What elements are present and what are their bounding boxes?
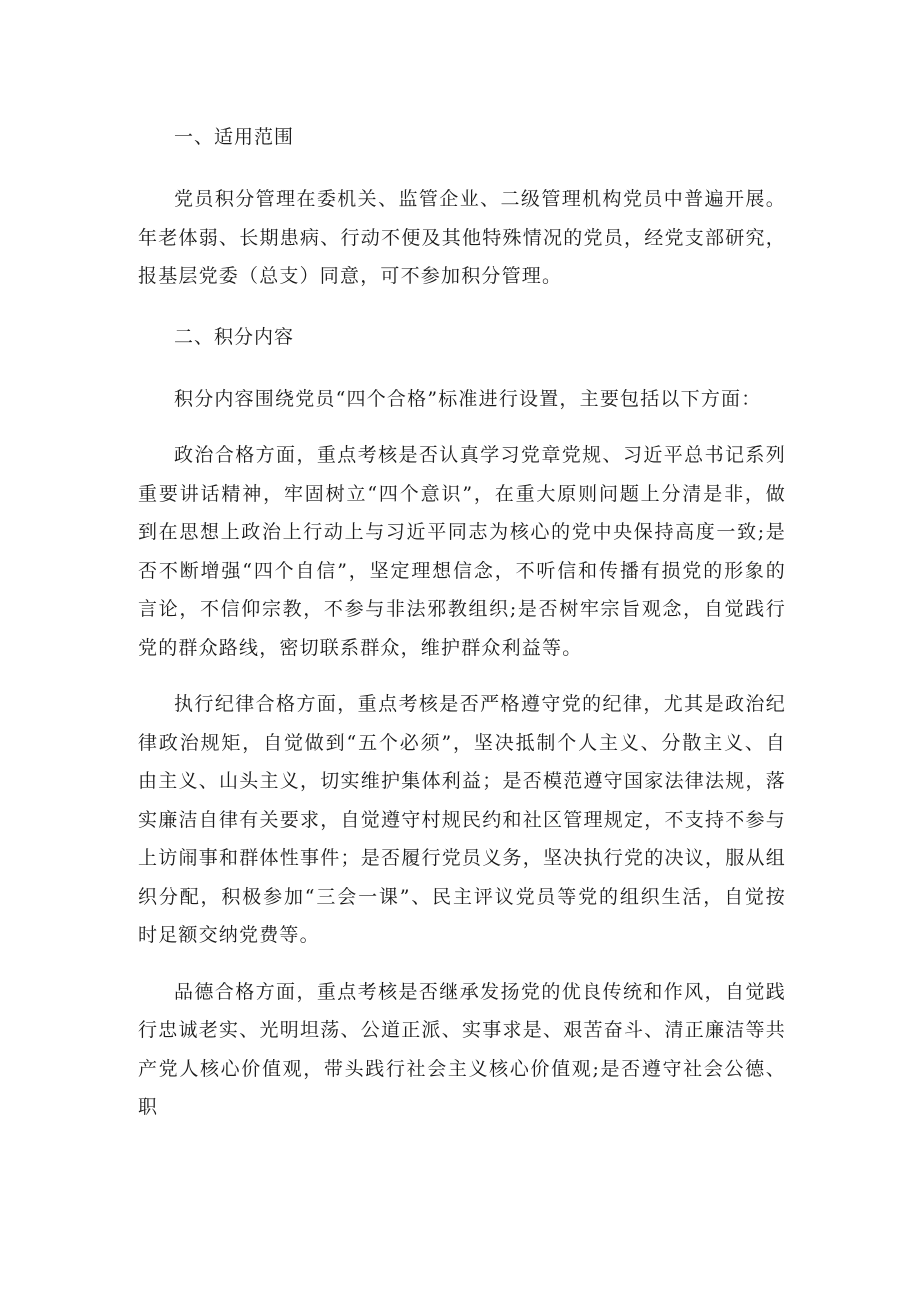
paragraph-morality-qualified: 品德合格方面，重点考核是否继承发扬党的优良传统和作风，自觉践行忠诚老实、光明坦荡、公道正派、实事求是、艰苦奋斗、清正廉洁等共产党人核心价值观，带头践行社会主义核心价值观;是否遵守社会公德、职 <box>138 980 786 1118</box>
document-body <box>138 118 786 1145</box>
paragraph-discipline-qualified: 执行纪律合格方面，重点考核是否严格遵守党的纪律，尤其是政治纪律政治规矩，自觉做到“五个必须”，坚决抵制个人主义、分散主义、自由主义、山头主义，切实维护集体利益；是否模范遵守国家法律法规，落实廉洁自律有关要求，自觉遵守村规民约和社区管理规定，不支持不参与上访闹事和群体性事件；是否履行党员义务，坚决执行党的决议，服从组织分配，积极参加“三会一课”、民主评议党员等党的组织生活，自觉按时足额交纳党费等。 <box>138 693 786 946</box>
paragraph-scope: 党员积分管理在委机关、监管企业、二级管理机构党员中普遍开展。年老体弱、长期患病、行动不便及其他特殊情况的党员，经党支部研究，报基层党委（总支）同意，可不参加积分管理。 <box>138 188 786 287</box>
paragraph-content-intro: 积分内容围绕党员“四个合格”标准进行设置，主要包括以下方面： <box>174 387 762 410</box>
section-heading-scope: 一、适用范围 <box>174 126 295 148</box>
paragraph-political-qualified: 政治合格方面，重点考核是否认真学习党章党规、习近平总书记系列重要讲话精神，牢固树立“四个意识”，在重大原则问题上分清是非，做到在思想上政治上行动上与习近平同志为核心的党中央保持高度一致;是否不断增强“四个自信”，坚定理想信念，不听信和传播有损党的形象的言论，不信仰宗教，不参与非法邪教组织;是否树牢宗旨观念，自觉践行党的群众路线，密切联系群众，维护群众利益等。 <box>138 444 786 659</box>
section-heading-content: 二、积分内容 <box>174 325 295 348</box>
